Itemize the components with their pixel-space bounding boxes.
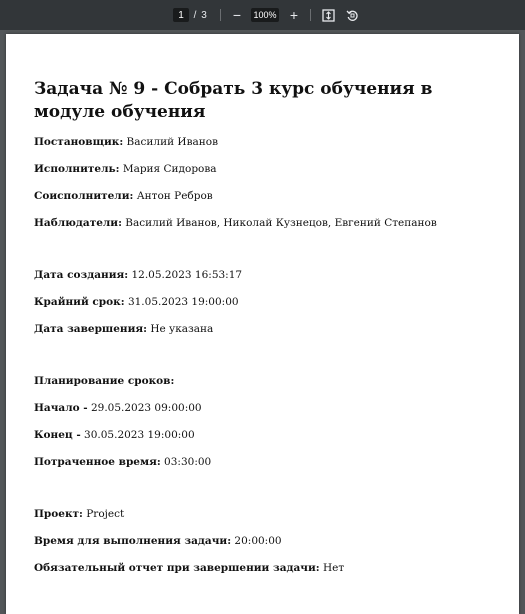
fit-to-page-icon[interactable] — [320, 0, 336, 30]
field-value: 29.05.2023 09:00:00 — [87, 402, 202, 414]
field-label: Обязательный отчет при завершении задачи: — [34, 562, 320, 574]
field-label: Постановщик: — [34, 136, 124, 148]
field-label: Потраченное время: — [34, 456, 161, 468]
field-value: Project — [82, 508, 125, 520]
task-document — [34, 78, 494, 589]
field-label: Начало - — [34, 402, 88, 414]
field-created-date — [34, 269, 494, 282]
field-value: Нет — [319, 562, 345, 574]
field-label: Конец - — [34, 429, 81, 441]
field-value: 12.05.2023 16:53:17 — [128, 269, 243, 281]
field-value: 03:30:00 — [160, 456, 212, 468]
zoom-level-input[interactable]: 100% — [251, 8, 279, 22]
field-label: Исполнитель: — [34, 163, 120, 175]
field-label: Соисполнители: — [34, 190, 134, 202]
field-report-required — [34, 562, 494, 575]
zoom-out-button[interactable]: − — [232, 7, 242, 23]
page-total: 3 — [201, 9, 207, 21]
field-value: 30.05.2023 19:00:00 — [80, 429, 195, 441]
field-label: Время для выполнения задачи: — [34, 535, 232, 547]
field-value: Мария Сидорова — [119, 163, 217, 175]
field-observers — [34, 217, 494, 230]
planning-heading-text: Планирование сроков: — [34, 375, 175, 387]
field-executor — [34, 163, 494, 176]
field-value: Антон Ребров — [133, 190, 213, 202]
field-label: Крайний срок: — [34, 296, 125, 308]
field-completed-date — [34, 323, 494, 336]
field-deadline — [34, 296, 494, 309]
field-plan-end — [34, 429, 494, 442]
field-coexecutors — [34, 190, 494, 203]
field-value: Василий Иванов — [123, 136, 218, 148]
field-plan-start — [34, 402, 494, 415]
field-value: Василий Иванов, Николай Кузнецов, Евгений Степанов — [121, 217, 437, 229]
zoom-in-button[interactable]: + — [289, 7, 299, 23]
pdf-page — [6, 34, 519, 614]
field-time-spent — [34, 456, 494, 469]
field-value: 20:00:00 — [231, 535, 282, 547]
planning-heading — [34, 375, 494, 388]
page-separator: / — [193, 9, 197, 21]
field-label: Дата завершения: — [34, 323, 147, 335]
pdf-toolbar — [0, 0, 525, 30]
field-assigner — [34, 136, 494, 149]
page-number-input[interactable]: 1 — [173, 8, 189, 22]
task-title: Задача № 9 - Собрать 3 курс обучения в модуле обучения — [34, 79, 433, 122]
field-project — [34, 508, 494, 521]
field-value: 31.05.2023 19:00:00 — [124, 296, 239, 308]
field-label: Наблюдатели: — [34, 217, 122, 229]
field-time-limit — [34, 535, 494, 548]
field-label: Проект: — [34, 508, 83, 520]
rotate-icon[interactable] — [344, 0, 360, 30]
toolbar-divider — [220, 9, 221, 21]
field-value: Не указана — [147, 323, 214, 335]
toolbar-divider — [310, 9, 311, 21]
field-label: Дата создания: — [34, 269, 129, 281]
